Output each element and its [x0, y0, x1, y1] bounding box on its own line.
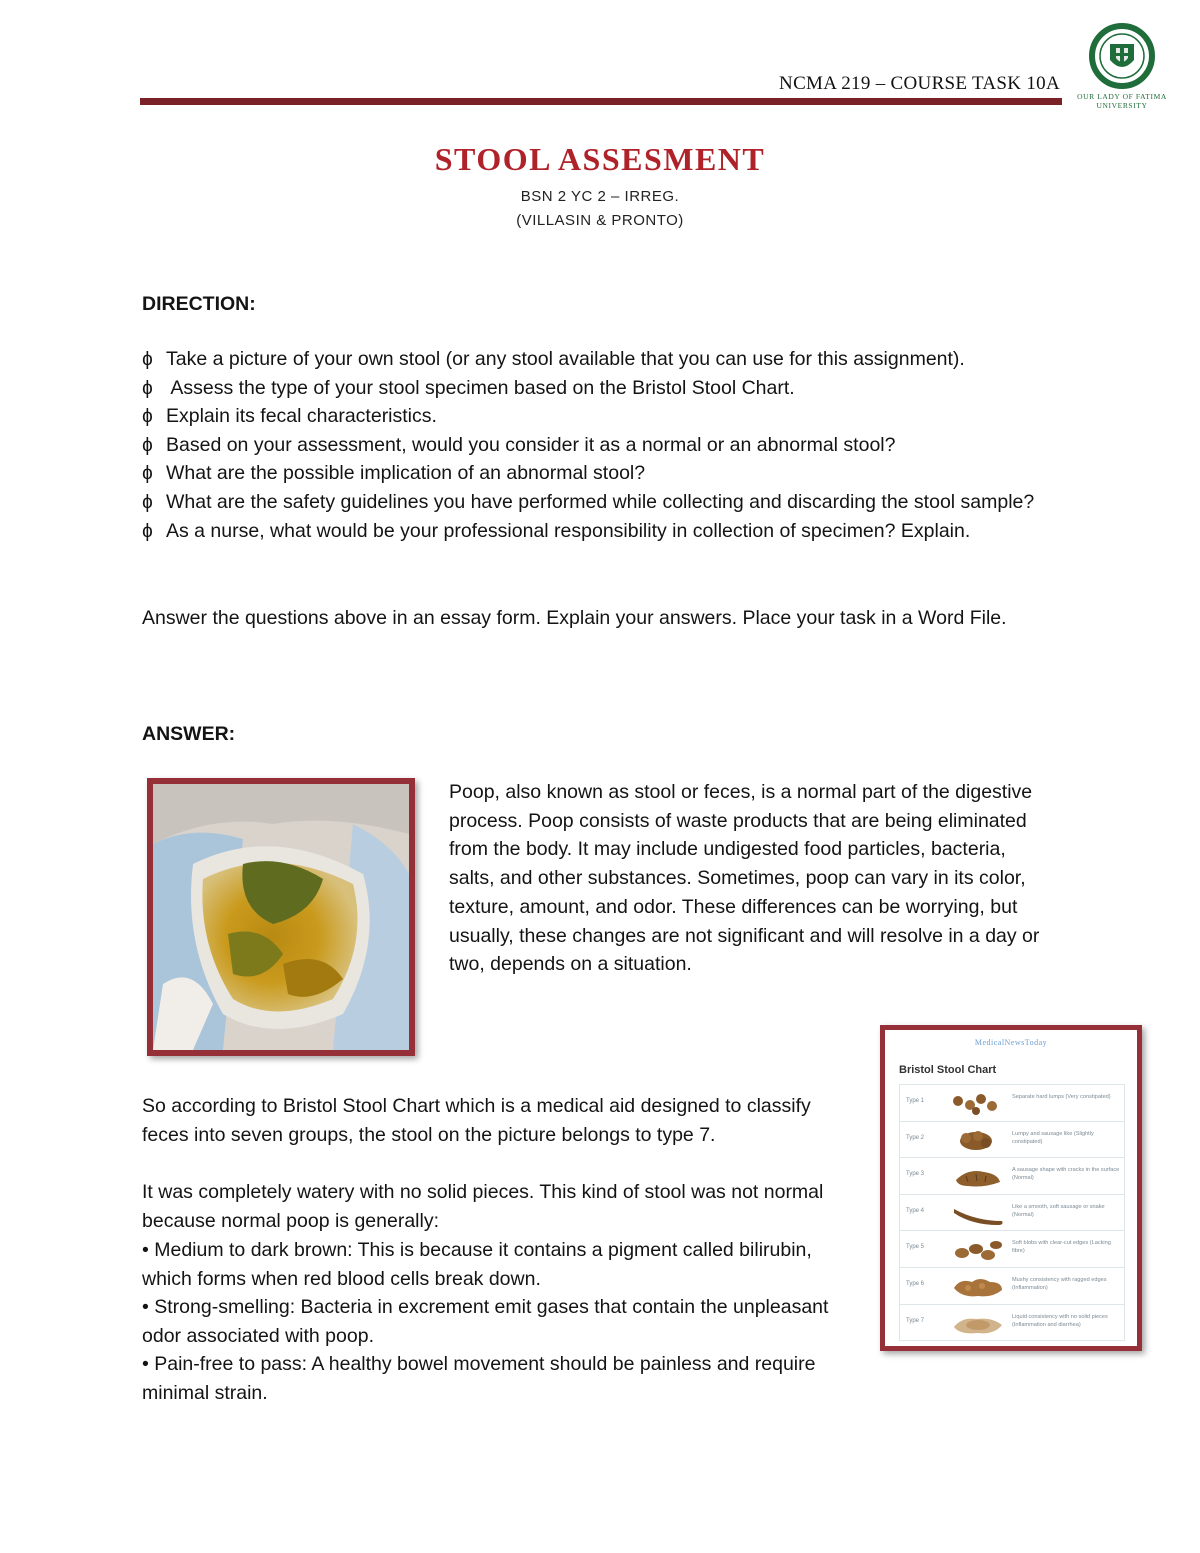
direction-item: ɸ As a nurse, what would be your professional responsibility in collection of specimen? Explain. [142, 517, 1062, 546]
bullet-icon: ɸ [142, 519, 153, 542]
stool-photo [147, 778, 415, 1056]
chart-row: Type 7 Liquid consistency with no solid pieces (Inflammation and diarrhea) [899, 1304, 1125, 1342]
document-title: STOOL ASSESMENT [434, 141, 766, 177]
chart-row: Type 1 Separate hard lumps (Very constipated) [899, 1084, 1125, 1121]
answer-intro-paragraph: Poop, also known as stool or feces, is a normal part of the digestive process. Poop consists of waste products that are being eliminated from the body. It may include undigested food particles, bacteria, salts, and other substances. Sometimes, poop can vary in its color, texture, amount, and odor. These differences can be worrying, but usually, these changes are not significant and will resolve in a day or two, depends on a situation. [449, 781, 1040, 976]
chart-row: Type 2 Lumpy and sausage like (Slightly constipated) [899, 1121, 1125, 1158]
classification-paragraph: So according to Bristol Stool Chart which is a medical aid designed to classify feces into seven groups, the stool on the picture belongs to type 7. [142, 1095, 811, 1146]
chart-rows [899, 1084, 1125, 1341]
direction-item: ɸ What are the safety guidelines you have performed while collecting and discarding the stool sample? [142, 488, 1062, 517]
type-6-stool-icon [948, 1272, 1008, 1300]
direction-heading: DIRECTION: [142, 293, 256, 315]
type-5-stool-icon [948, 1235, 1008, 1263]
chart-row: Type 4 Like a smooth, soft sausage or snake (Normal) [899, 1194, 1125, 1231]
instruction-paragraph: Answer the questions above in an essay form. Explain your answers. Place your task in a Word File. [142, 607, 1007, 629]
header-divider-bar [140, 98, 1062, 105]
direction-item: ɸ Take a picture of your own stool (or any stool available that you can use for this assignment). [142, 345, 1062, 374]
section-line: BSN 2 YC 2 – IRREG. [520, 188, 680, 205]
answer-heading: ANSWER: [142, 723, 236, 745]
bullet-icon: ɸ [142, 376, 153, 399]
bullet-icon: ɸ [142, 490, 153, 513]
list-item: • Medium to dark brown: This is because it contains a pigment called bilirubin, which forms when red blood cells break down. [142, 1239, 812, 1290]
bristol-chart-image [880, 1025, 1142, 1351]
chart-row: Type 6 Mushy consistency with ragged edges (Inflammation) [899, 1267, 1125, 1304]
direction-item: ɸ Explain its fecal characteristics. [142, 402, 1062, 431]
observation-paragraph: It was completely watery with no solid pieces. This kind of stool was not normal because normal poop is generally: [142, 1181, 824, 1232]
list-item: • Pain-free to pass: A healthy bowel movement should be painless and require minimal strain. [142, 1353, 816, 1404]
bullet-icon: ɸ [142, 405, 153, 428]
list-item: • Strong-smelling: Bacteria in excrement emit gases that contain the unpleasant odor associated with poop. [142, 1296, 829, 1347]
direction-list [142, 345, 1062, 545]
bullet-icon: ɸ [142, 433, 153, 456]
type-3-stool-icon [948, 1162, 1008, 1190]
course-title: NCMA 219 – COURSE TASK 10A [779, 73, 1060, 94]
type-7-stool-icon [948, 1309, 1008, 1337]
university-name: OUR LADY OF FATIMA UNIVERSITY [1077, 92, 1167, 110]
chart-row: Type 5 Soft blobs with clear-cut edges (Lacking fibre) [899, 1230, 1125, 1267]
bullet-icon: ɸ [142, 462, 153, 485]
type-1-stool-icon [948, 1089, 1008, 1117]
type-4-stool-icon [948, 1199, 1008, 1227]
chart-title: Bristol Stool Chart [899, 1064, 997, 1076]
type-2-stool-icon [948, 1126, 1008, 1154]
direction-item: ɸ What are the possible implication of an abnormal stool? [142, 459, 1062, 488]
authors-line: (VILLASIN & PRONTO) [516, 212, 684, 229]
bullet-icon: ɸ [142, 348, 153, 370]
chart-row: Type 3 A sausage shape with cracks in the surface (Normal) [899, 1157, 1125, 1194]
chart-source-logo: MedicalNewsToday [974, 1038, 1048, 1047]
normal-traits-list [142, 1236, 832, 1408]
direction-item: ɸ Based on your assessment, would you consider it as a normal or an abnormal stool? [142, 431, 1062, 460]
direction-item: ɸ Assess the type of your stool specimen based on the Bristol Stool Chart. [142, 374, 1062, 403]
